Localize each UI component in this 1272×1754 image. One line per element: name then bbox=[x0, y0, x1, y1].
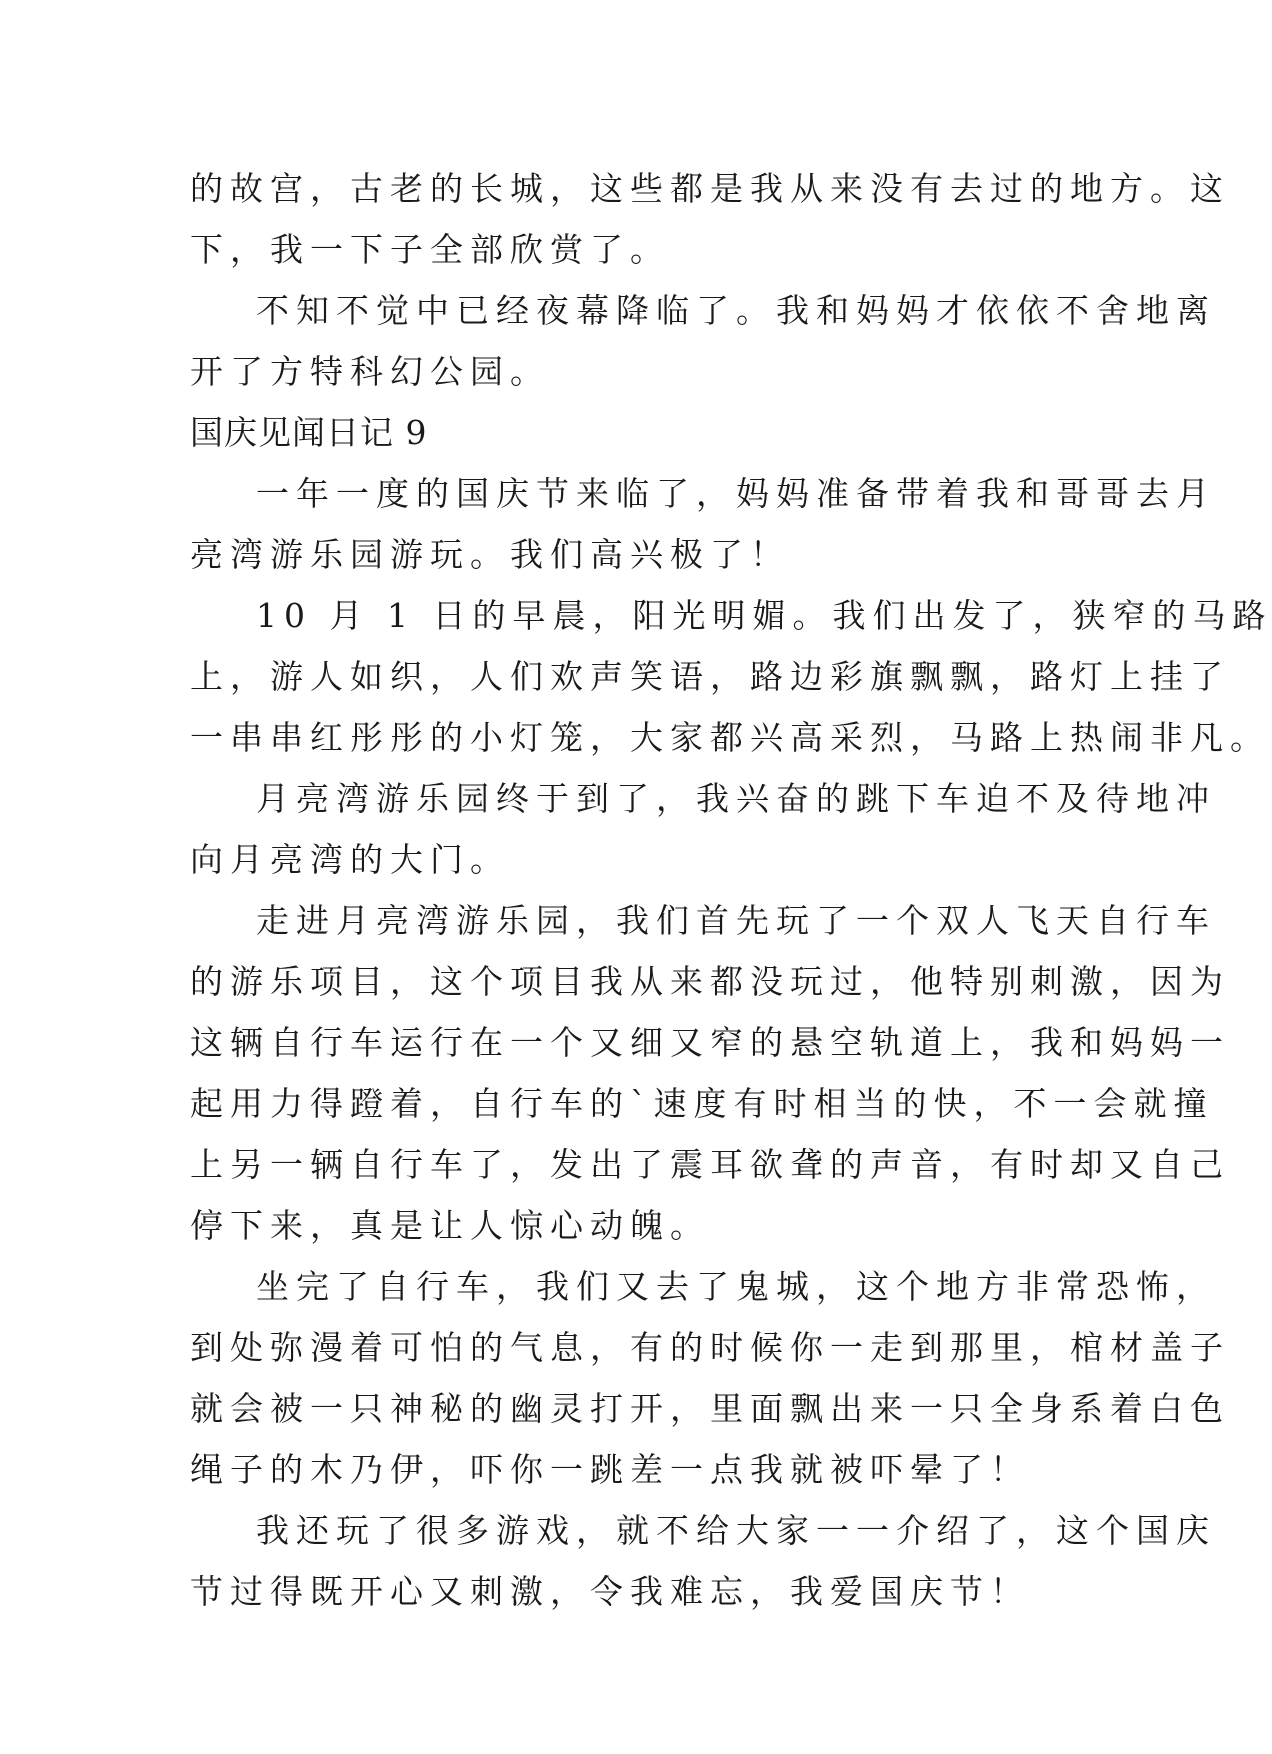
paragraph bbox=[190, 768, 1216, 890]
text-line: 的故宫，古老的长城，这些都是我从来没有去过的地方。这 bbox=[190, 169, 1230, 208]
text-line: 不知不觉中已经夜幕降临了。我和妈妈才依依不舍地离 bbox=[256, 291, 1216, 330]
text-line: 绳子的木乃伊，吓你一跳差一点我就被吓晕了！ bbox=[190, 1450, 1030, 1489]
paragraph bbox=[190, 585, 1272, 768]
section-title: 国庆见闻日记 9 bbox=[190, 413, 428, 452]
text-line: 上另一辆自行车了，发出了震耳欲聋的声音，有时却又自己 bbox=[190, 1145, 1230, 1184]
paragraph bbox=[190, 890, 1230, 1256]
paragraph bbox=[190, 280, 1216, 402]
text-line: 月亮湾游乐园终于到了，我兴奋的跳下车迫不及待地冲 bbox=[256, 779, 1216, 818]
text-line: 上，游人如织，人们欢声笑语，路边彩旗飘飘，路灯上挂了 bbox=[190, 657, 1230, 696]
paragraph bbox=[190, 158, 1230, 280]
diary-title bbox=[190, 402, 1050, 463]
text-line: 就会被一只神秘的幽灵打开，里面飘出来一只全身系着白色 bbox=[190, 1389, 1230, 1428]
paragraph bbox=[190, 1256, 1230, 1500]
text-line: 坐完了自行车，我们又去了鬼城，这个地方非常恐怖， bbox=[256, 1267, 1216, 1306]
text-line: 到处弥漫着可怕的气息，有的时候你一走到那里，棺材盖子 bbox=[190, 1328, 1230, 1367]
text-line: 我还玩了很多游戏，就不给大家一一介绍了，这个国庆 bbox=[256, 1511, 1216, 1550]
text-line: 的游乐项目，这个项目我从来都没玩过，他特别刺激，因为 bbox=[190, 962, 1230, 1001]
text-line: 向月亮湾的大门。 bbox=[190, 840, 510, 879]
text-line: 亮湾游乐园游玩。我们高兴极了！ bbox=[190, 535, 790, 574]
text-line: 一年一度的国庆节来临了，妈妈准备带着我和哥哥去月 bbox=[256, 474, 1216, 513]
paragraph bbox=[190, 463, 1216, 585]
document-body bbox=[190, 158, 1272, 1622]
text-line: 下，我一下子全部欣赏了。 bbox=[190, 230, 670, 269]
paragraph bbox=[190, 1500, 1216, 1622]
text-line: 走进月亮湾游乐园，我们首先玩了一个双人飞天自行车 bbox=[256, 901, 1216, 940]
text-line: 10 月 1 日的早晨，阳光明媚。我们出发了，狭窄的马路 bbox=[256, 596, 1272, 635]
text-line: 节过得既开心又刺激，令我难忘，我爱国庆节！ bbox=[190, 1572, 1030, 1611]
text-line: 开了方特科幻公园。 bbox=[190, 352, 550, 391]
text-line: 起用力得蹬着，自行车的`速度有时相当的快，不一会就撞 bbox=[190, 1084, 1214, 1123]
text-line: 这辆自行车运行在一个又细又窄的悬空轨道上，我和妈妈一 bbox=[190, 1023, 1230, 1062]
text-line: 停下来，真是让人惊心动魄。 bbox=[190, 1206, 710, 1245]
text-line: 一串串红彤彤的小灯笼，大家都兴高采烈，马路上热闹非凡。 bbox=[190, 718, 1270, 757]
